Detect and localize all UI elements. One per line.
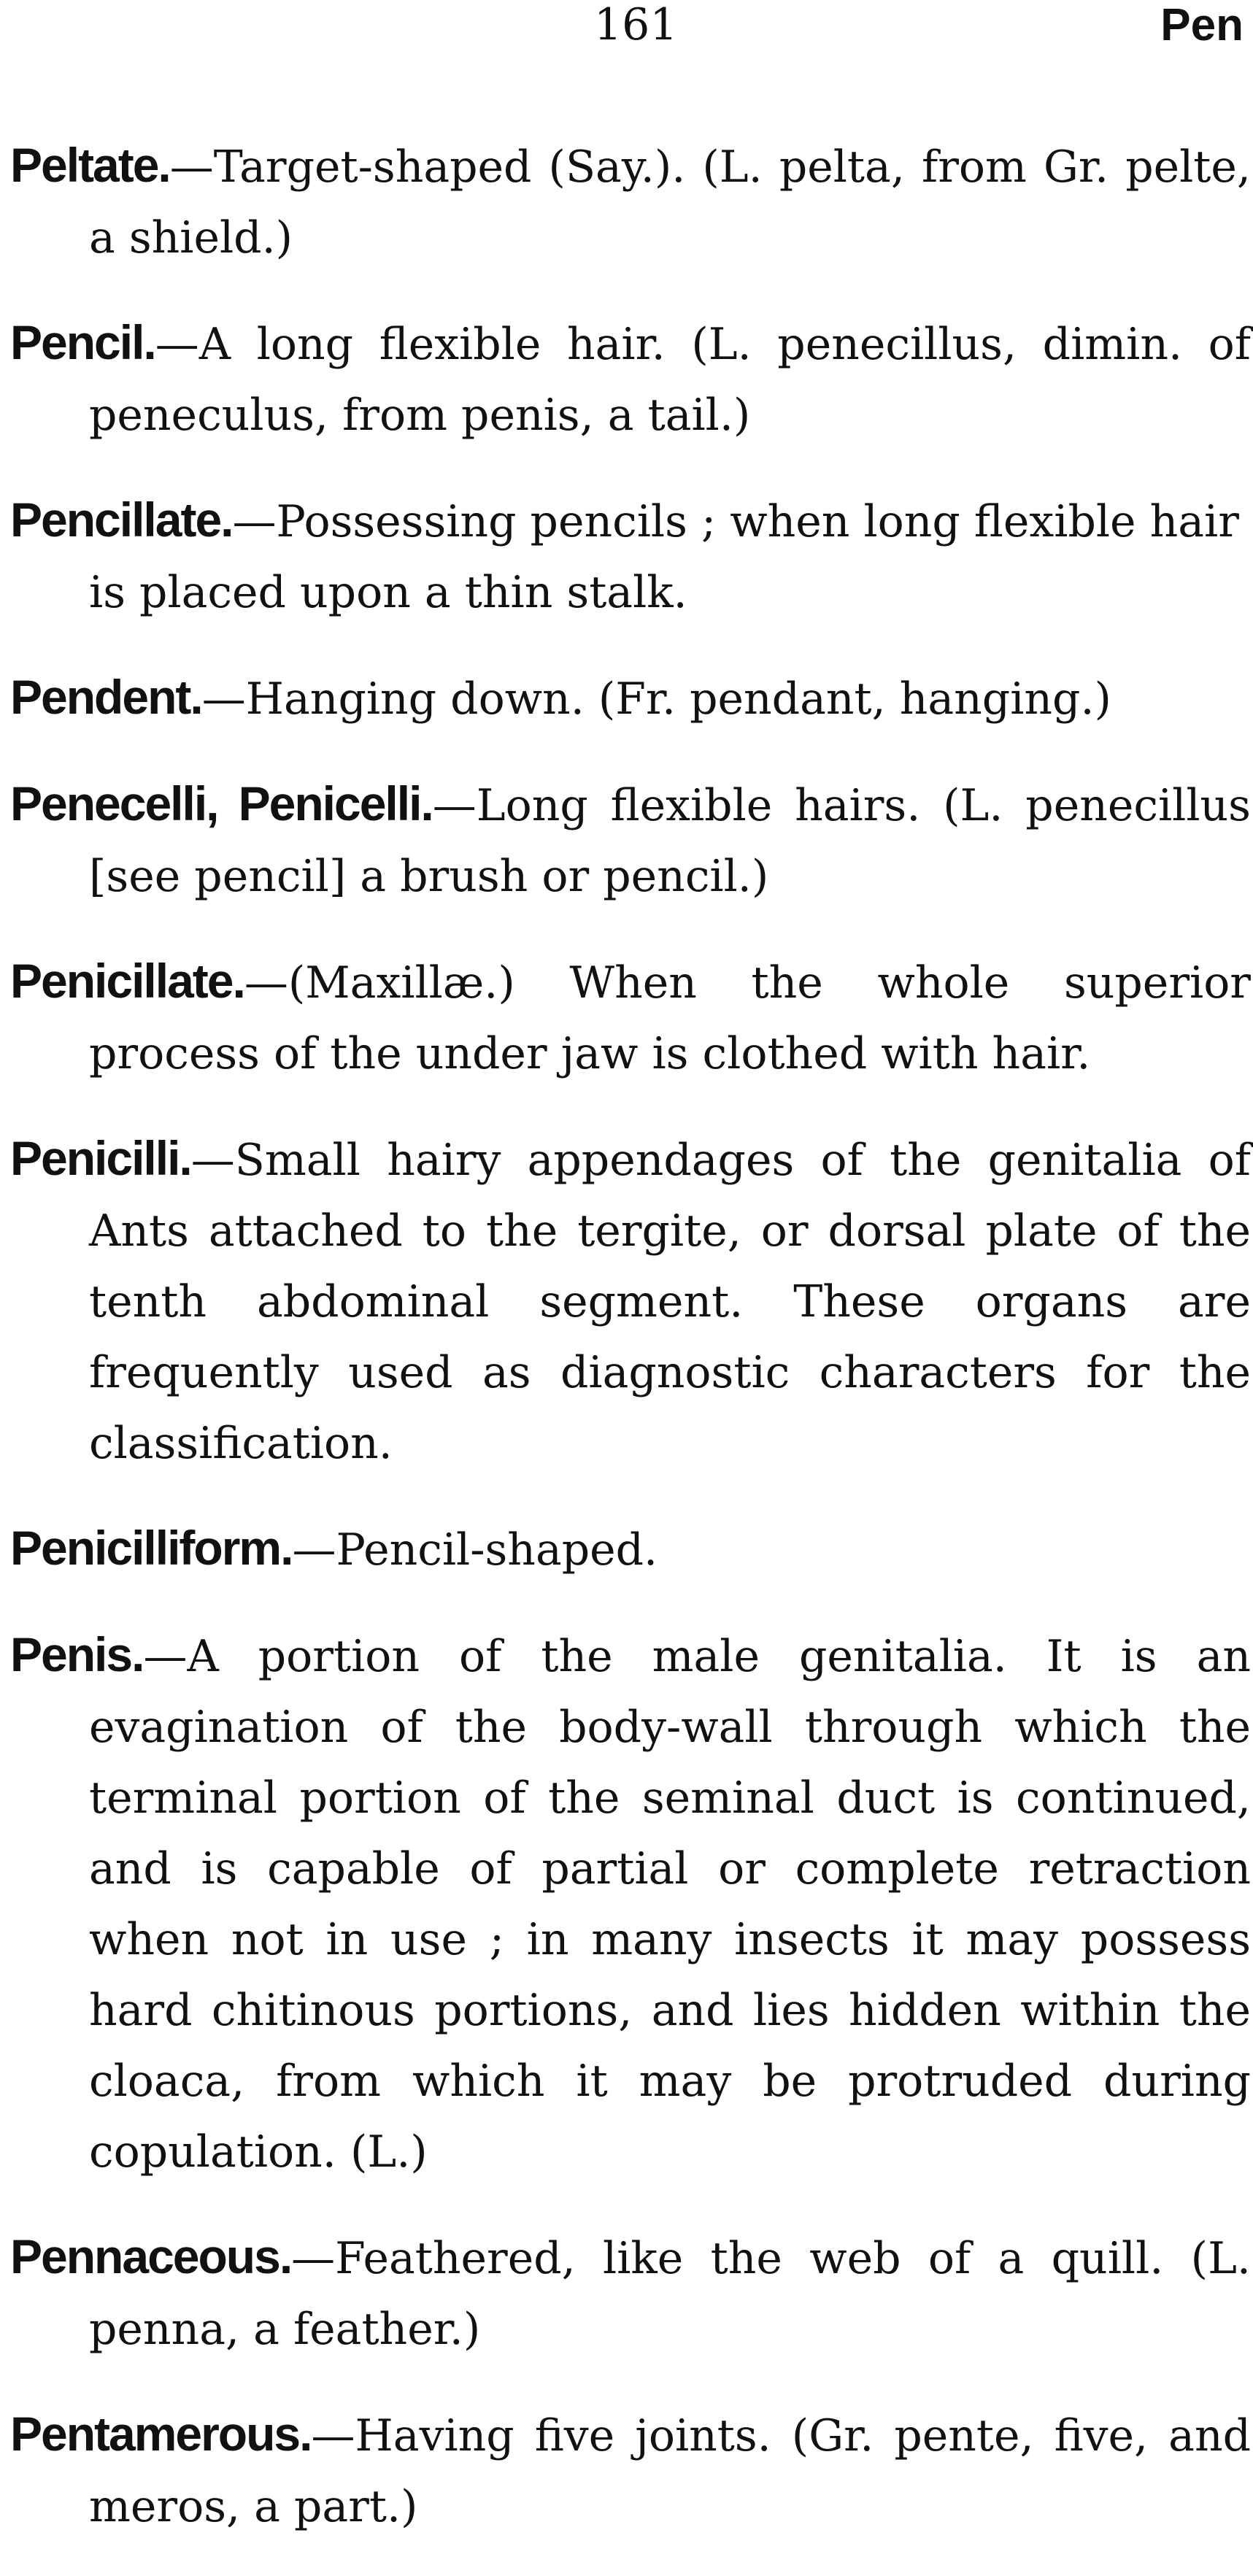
entry-pendent (10, 662, 1251, 735)
definition: —Having five joints. (Gr. pente, five, and meros, a part.) (89, 2410, 1251, 2532)
headword: Pennaceous. (10, 2229, 292, 2283)
entry-pencillate (10, 485, 1251, 628)
guide-word: Pen (1160, 0, 1244, 50)
running-head (10, 0, 1251, 66)
entry-penicilli (10, 1123, 1251, 1479)
headword: Penicilliform. (10, 1521, 293, 1575)
headword: Pentamerous. (10, 2407, 312, 2461)
headword: Pendent. (10, 670, 202, 724)
definition: —A portion of the male genitalia. It is an evagination of the body-wall through which the terminal portion of the seminal duct is continued, and is capable of partial or complete retraction when not in use ; in many insects it may possess hard chitinous portions, and lies hidden within the cloaca, from which it may be protruded during copulation. (L.) (89, 1631, 1251, 2178)
definition: —Possessing pencils ; when long flexible hair is placed upon a thin stalk. (89, 496, 1239, 618)
dictionary-page (10, 0, 1251, 2532)
page-number: 161 (594, 0, 678, 50)
entry-pentamerous (10, 2399, 1251, 2542)
definition: —Feathered, like the web of a quill. (L. penna, a feather.) (89, 2233, 1251, 2355)
definition: —Target-shaped (Say.). (L. pelta, from Gr. pelte, a shield.) (89, 142, 1251, 263)
definition: —(Maxillæ.) When the whole superior process of the under jaw is clothed with hair. (89, 957, 1251, 1079)
headword: Peltate. (10, 138, 170, 192)
headword: Penicillate. (10, 954, 244, 1008)
headword: Penicilli. (10, 1131, 191, 1185)
entry-penecelli (10, 768, 1251, 912)
entry-peltate (10, 130, 1251, 274)
entry-list (10, 130, 1251, 2576)
headword: Pencillate. (10, 493, 233, 547)
headword: Penis. (10, 1627, 144, 1681)
definition: —Pencil-shaped. (292, 1524, 658, 1576)
definition: —Long flexible hairs. (L. penecillus [see pencil] a brush or pencil.) (89, 780, 1251, 902)
entry-penicillate (10, 946, 1251, 1090)
entry-pencil (10, 307, 1251, 451)
entry-penis (10, 1619, 1251, 2188)
headword: Penecelli, Penicelli. (10, 776, 433, 830)
definition: —A long flexible hair. (L. penecillus, dimin. of peneculus, from penis, a tail.) (89, 319, 1251, 441)
entry-penicilliform (10, 1513, 1251, 1586)
headword: Pencil. (10, 315, 155, 369)
definition: —Hanging down. (Fr. pendant, hanging.) (201, 674, 1111, 725)
definition: —Small hairy appendages of the genitalia of Ants attached to the tergite, or dorsal plate of the tenth abdominal segment. These organs are frequently used as diagnostic characters for the classification. (89, 1135, 1251, 1469)
entry-pennaceous (10, 2221, 1251, 2365)
